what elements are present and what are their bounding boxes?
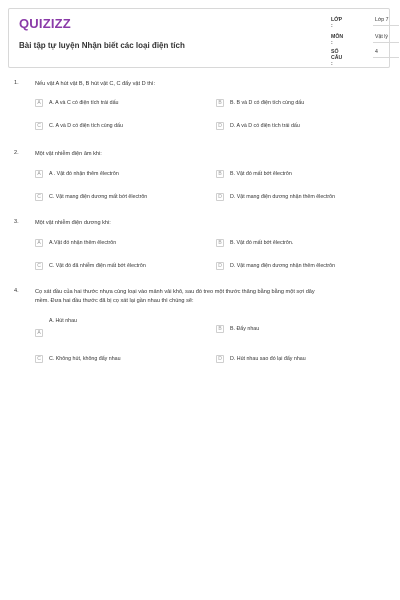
option-c-box[interactable]: C [35, 193, 43, 201]
option-b-box[interactable]: B [216, 170, 224, 178]
meta-subject-underline [373, 42, 399, 43]
option-c-box[interactable]: C [35, 262, 43, 270]
option-d-text: D. Hút nhau sao đó lại đẩy nhau [230, 356, 306, 362]
question-number: 3. [14, 219, 19, 225]
option-c-text: C. Không hút, không đẩy nhau [49, 356, 121, 362]
option-a-text: A . Vật đó nhận thêm êlectrôn [49, 171, 119, 177]
question-text: Một vật nhiễm điện âm khi: [35, 151, 102, 157]
question-text: Nếu vật A hút vật B, B hút vật C, C đẩy vật D thì: [35, 81, 156, 87]
meta-class-value: Lớp 7 [375, 17, 389, 23]
option-b-box[interactable]: B [216, 239, 224, 247]
meta-subject-value: Vật lý [375, 34, 388, 40]
option-b-box[interactable]: B [216, 325, 224, 333]
question-text-line-1: Cọ xát đầu của hai thước nhựa cùng loại vào mảnh vải khô, sau đó treo một thước thăng bằng bằng một sợi dây [35, 289, 315, 295]
worksheet-header [8, 8, 390, 68]
option-d-box[interactable]: D [216, 122, 224, 130]
meta-class-label: LỚP : [331, 17, 342, 29]
option-a-box[interactable]: A [35, 99, 43, 107]
meta-count-underline [373, 57, 399, 58]
option-c-text: C. A và D có điện tích cùng dấu [49, 123, 123, 129]
option-d-box[interactable]: D [216, 355, 224, 363]
question-text: Một vật nhiễm điện dương khi: [35, 220, 111, 226]
meta-count-value: 4 [375, 49, 378, 55]
option-d-text: D. Vật mang điện dương nhận thêm êlectrôn [230, 263, 336, 269]
option-d-box[interactable]: D [216, 193, 224, 201]
option-c-text: C. Vật đó đã nhiễm điện mất bớt êlectrôn [49, 263, 146, 269]
option-d-text: D. Vật mang điện dương nhận thêm êlectrôn [230, 194, 336, 200]
option-a-text: A.Vật đó nhận thêm êlectrôn [49, 240, 117, 246]
option-b-text: B. Vật đó mất bớt êlectrôn [230, 171, 292, 177]
option-b-text: B. Đẩy nhau [230, 326, 260, 332]
option-c-text: C. Vật mang điện dương mất bớt êlectrôn [49, 194, 148, 200]
meta-class-underline [373, 25, 399, 26]
meta-subject-label: MÔN : [331, 34, 344, 46]
question-text-line-2: mềm. Đưa hai đầu thước đã bị cọ xát lại gần nhau thì chúng sẽ: [35, 298, 194, 304]
question-number: 2. [14, 150, 19, 156]
option-a-box[interactable]: A [35, 329, 43, 337]
option-c-box[interactable]: C [35, 355, 43, 363]
option-d-box[interactable]: D [216, 262, 224, 270]
question-number: 1. [14, 80, 19, 86]
option-a-box[interactable]: A [35, 239, 43, 247]
option-d-text: D. A và D có điện tích trái dấu [230, 123, 300, 129]
option-a-box[interactable]: A [35, 170, 43, 178]
meta-count-label: SỐ CÂU : [331, 49, 343, 67]
option-b-box[interactable]: B [216, 99, 224, 107]
option-b-text: B. B và D có điện tích cùng dấu [230, 100, 305, 106]
question-number: 4. [14, 288, 19, 294]
option-c-box[interactable]: C [35, 122, 43, 130]
option-b-text: B. Vật đó mất bớt êlectrôn. [230, 240, 294, 246]
quizizz-logo: QUIZIZZ [19, 16, 71, 31]
option-a-text: A. A và C có điện tích trái dấu [49, 100, 119, 106]
worksheet-title: Bài tập tự luyện Nhận biết các loại điện tích [19, 41, 185, 50]
option-a-text: A. Hút nhau [49, 318, 77, 324]
